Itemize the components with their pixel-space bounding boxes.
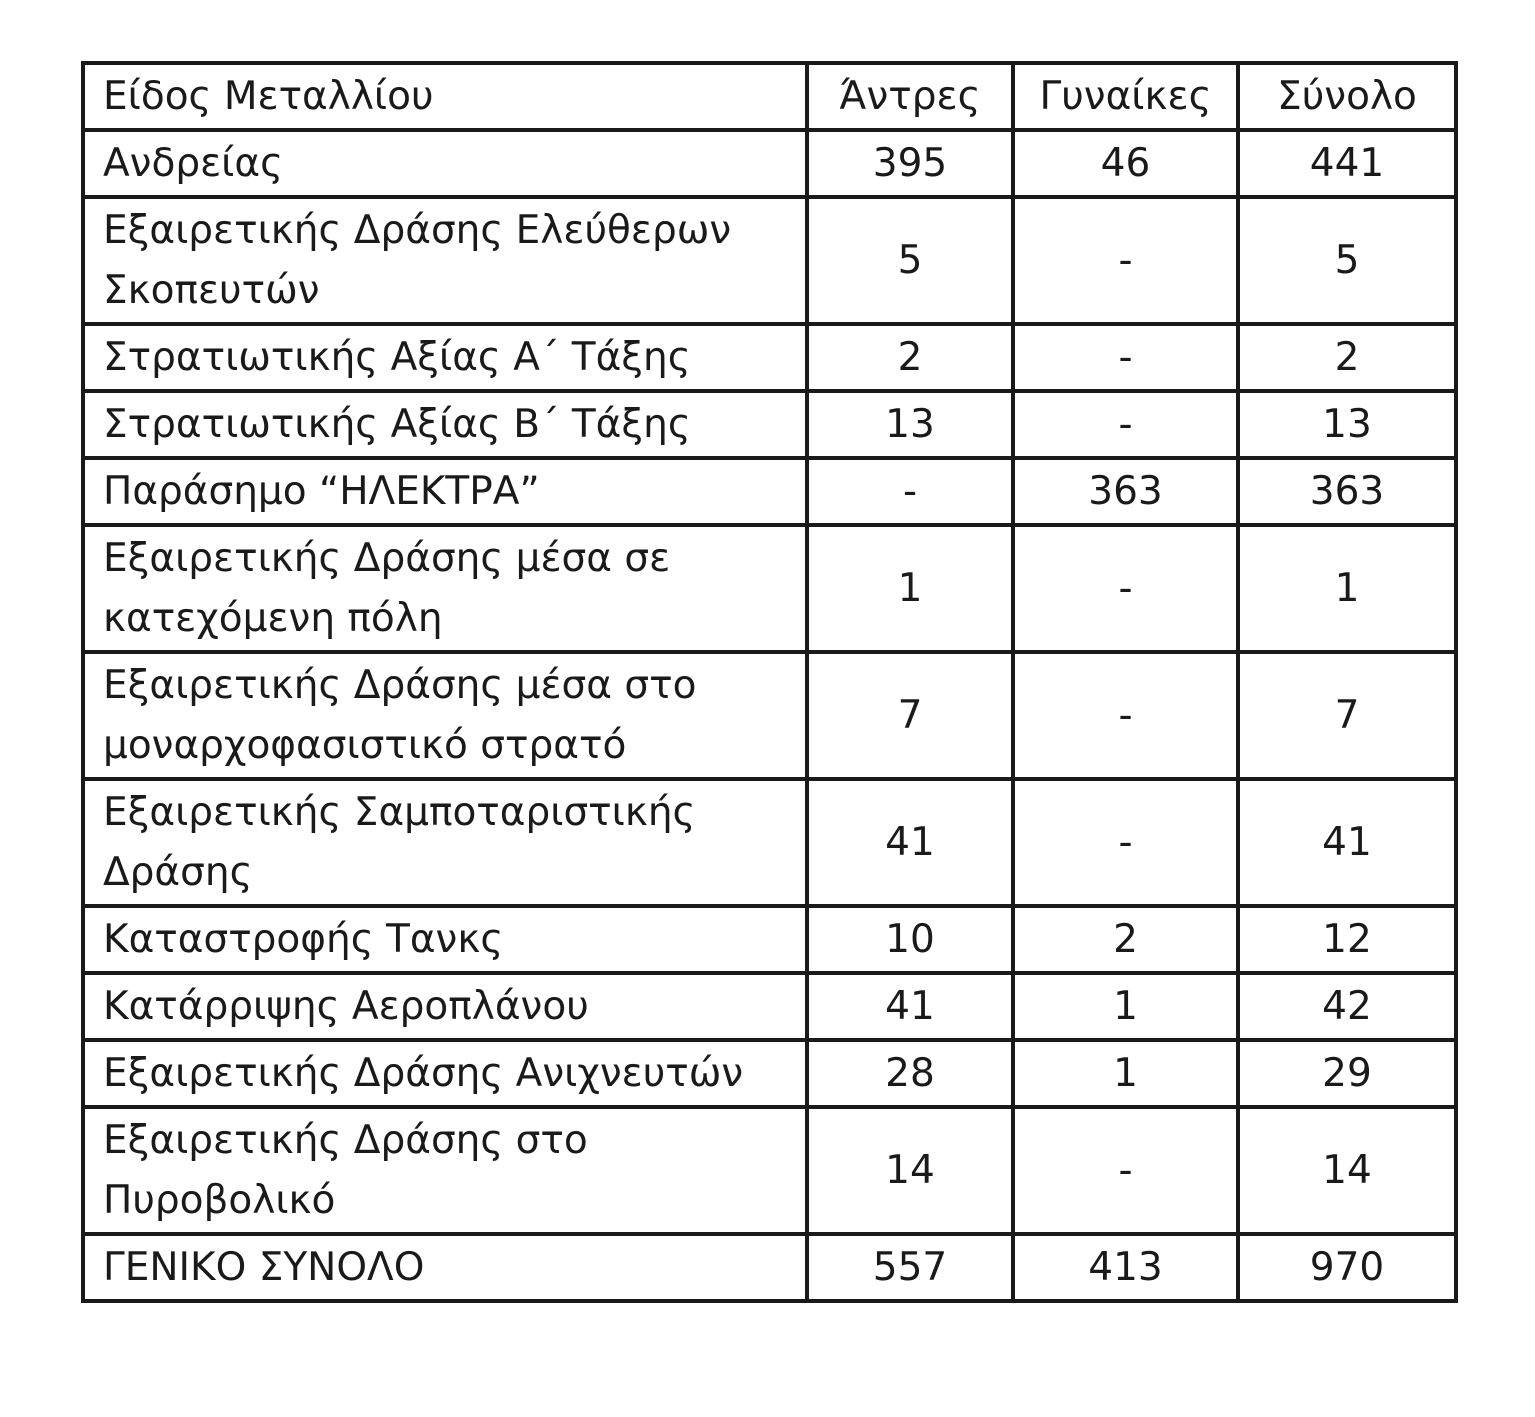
- women-count-cell: -: [1013, 391, 1238, 458]
- medals-table: [81, 61, 1458, 1303]
- women-count-cell: 1: [1013, 1040, 1238, 1107]
- women-count-cell: 46: [1013, 130, 1238, 197]
- medal-type-cell: Εξαιρετικής Σαμποταριστικής Δράσης: [83, 779, 807, 906]
- men-count-cell: 14: [807, 1107, 1013, 1234]
- total-count-cell: 7: [1238, 652, 1456, 779]
- men-count-cell: 7: [807, 652, 1013, 779]
- women-count-cell: -: [1013, 525, 1238, 652]
- header-total: Σύνολο: [1238, 63, 1456, 130]
- men-count-cell: 41: [807, 779, 1013, 906]
- header-medal-type: Είδος Μεταλλίου: [83, 63, 807, 130]
- men-count-cell: 395: [807, 130, 1013, 197]
- men-count-cell: 2: [807, 324, 1013, 391]
- table-row: [83, 1040, 1456, 1107]
- medal-type-cell: Καταστροφής Τανκς: [83, 906, 807, 973]
- total-count-cell: 14: [1238, 1107, 1456, 1234]
- total-count-cell: 363: [1238, 458, 1456, 525]
- medal-type-cell: Εξαιρετικής Δράσης μέσα σε κατεχόμενη πόλη: [83, 525, 807, 652]
- women-count-cell: 363: [1013, 458, 1238, 525]
- total-count-cell: 12: [1238, 906, 1456, 973]
- women-count-cell: -: [1013, 652, 1238, 779]
- men-count-cell: -: [807, 458, 1013, 525]
- women-count-cell: 1: [1013, 973, 1238, 1040]
- women-count-cell: -: [1013, 779, 1238, 906]
- women-count-cell: -: [1013, 197, 1238, 324]
- table-row: [83, 324, 1456, 391]
- medal-type-cell: Εξαιρετικής Δράσης Ελεύθερων Σκοπευτών: [83, 197, 807, 324]
- header-men: Άντρες: [807, 63, 1013, 130]
- medal-type-cell: Εξαιρετικής Δράσης μέσα στο μοναρχοφασιστικό στρατό: [83, 652, 807, 779]
- medal-type-cell: Εξαιρετικής Δράσης Ανιχνευτών: [83, 1040, 807, 1107]
- medal-type-cell: Στρατιωτικής Αξίας Α΄ Τάξης: [83, 324, 807, 391]
- table-header-row: [83, 63, 1456, 130]
- total-count-cell: 5: [1238, 197, 1456, 324]
- table-row: [83, 973, 1456, 1040]
- medal-type-cell: Στρατιωτικής Αξίας Β΄ Τάξης: [83, 391, 807, 458]
- grand-total-label: ΓΕΝΙΚΟ ΣΥΝΟΛΟ: [83, 1234, 807, 1301]
- table-row: [83, 779, 1456, 906]
- men-count-cell: 41: [807, 973, 1013, 1040]
- table-row: [83, 130, 1456, 197]
- header-women: Γυναίκες: [1013, 63, 1238, 130]
- men-count-cell: 10: [807, 906, 1013, 973]
- total-count-cell: 2: [1238, 324, 1456, 391]
- table-row: [83, 525, 1456, 652]
- table-row: [83, 652, 1456, 779]
- medal-type-cell: Παράσημο “ΗΛΕΚΤΡΑ”: [83, 458, 807, 525]
- medal-type-cell: Κατάρριψης Αεροπλάνου: [83, 973, 807, 1040]
- women-count-cell: 2: [1013, 906, 1238, 973]
- grand-total-row: [83, 1234, 1456, 1301]
- total-count-cell: 441: [1238, 130, 1456, 197]
- men-count-cell: 28: [807, 1040, 1013, 1107]
- table-row: [83, 197, 1456, 324]
- table-row: [83, 1107, 1456, 1234]
- men-count-cell: 13: [807, 391, 1013, 458]
- total-count-cell: 13: [1238, 391, 1456, 458]
- total-count-cell: 42: [1238, 973, 1456, 1040]
- men-count-cell: 5: [807, 197, 1013, 324]
- total-count-cell: 41: [1238, 779, 1456, 906]
- grand-total-women: 413: [1013, 1234, 1238, 1301]
- medal-type-cell: Εξαιρετικής Δράσης στο Πυροβολικό: [83, 1107, 807, 1234]
- women-count-cell: -: [1013, 324, 1238, 391]
- table-row: [83, 906, 1456, 973]
- total-count-cell: 1: [1238, 525, 1456, 652]
- medal-type-cell: Ανδρείας: [83, 130, 807, 197]
- table-row: [83, 391, 1456, 458]
- men-count-cell: 1: [807, 525, 1013, 652]
- table-row: [83, 458, 1456, 525]
- total-count-cell: 29: [1238, 1040, 1456, 1107]
- grand-total-total: 970: [1238, 1234, 1456, 1301]
- women-count-cell: -: [1013, 1107, 1238, 1234]
- grand-total-men: 557: [807, 1234, 1013, 1301]
